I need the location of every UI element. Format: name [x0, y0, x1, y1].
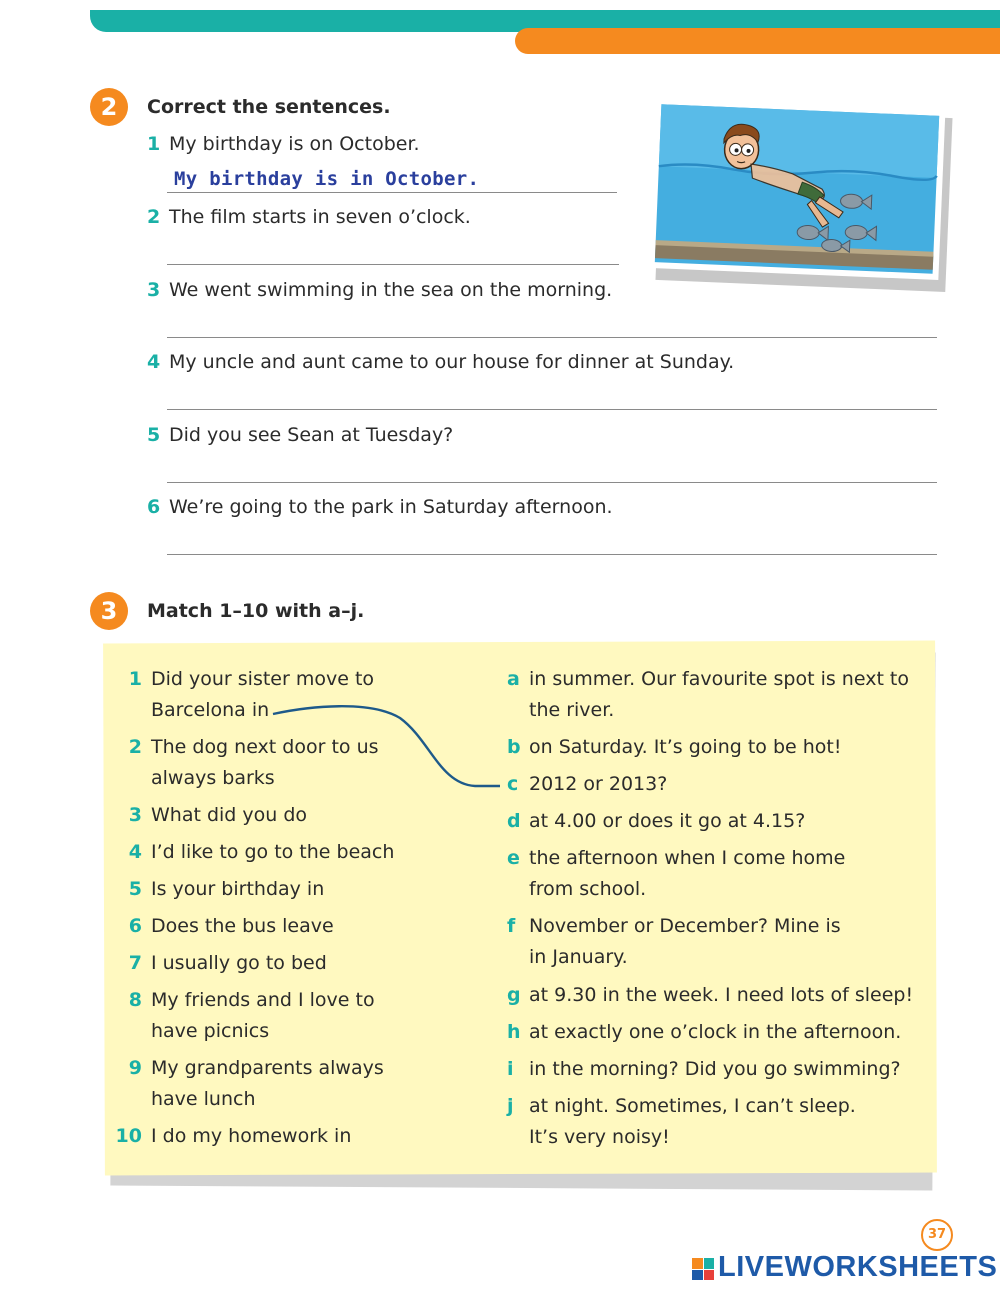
sentence-3-text: We went swimming in the sea on the morning. [169, 279, 613, 301]
match-left-9-line-1: My grandparents always [151, 1057, 384, 1079]
exercise-3-number: 3 [90, 592, 128, 630]
match-left-10-number: 10 [115, 1125, 142, 1147]
sentence-3-number: 3 [147, 279, 161, 301]
sentence-1-text: My birthday is on October. [169, 133, 420, 155]
match-left-9-number: 9 [128, 1057, 142, 1079]
match-left-5-number: 5 [128, 878, 142, 900]
match-right-h-line-1: at exactly one o’clock in the afternoon. [529, 1021, 902, 1043]
match-left-8-number: 8 [128, 989, 142, 1011]
match-right-i-letter[interactable]: i [507, 1058, 514, 1080]
match-left-8-line-2[interactable]: have picnics [151, 1020, 270, 1042]
match-left-7-line-1[interactable]: I usually go to bed [151, 952, 327, 974]
match-left-8-line-1: My friends and I love to [151, 989, 375, 1011]
match-right-b-letter[interactable]: b [507, 736, 521, 758]
match-left-2-line-2[interactable]: always barks [151, 767, 275, 789]
match-left-10-line-1[interactable]: I do my homework in [151, 1125, 352, 1147]
match-right-j-line-1: at night. Sometimes, I can’t sleep. [529, 1095, 856, 1117]
match-right-d-letter[interactable]: d [507, 810, 521, 832]
sentence-5-number: 5 [147, 424, 161, 446]
match-right-f-line-2: in January. [529, 946, 628, 968]
match-right-e-line-1: the afternoon when I come home [529, 847, 846, 869]
exercise-3-heading: Match 1–10 with a–j. [147, 600, 365, 622]
match-right-i-line-1: in the morning? Did you go swimming? [529, 1058, 901, 1080]
sentence-4-text: My uncle and aunt came to our house for dinner at Sunday. [169, 351, 735, 373]
sentence-6-text: We’re going to the park in Saturday afternoon. [169, 496, 613, 518]
match-left-5-line-1[interactable]: Is your birthday in [151, 878, 325, 900]
match-left-9-line-2[interactable]: have lunch [151, 1088, 256, 1110]
sentence-4-number: 4 [147, 351, 161, 373]
exercise-2-number: 2 [90, 88, 128, 126]
match-right-a-line-1: in summer. Our favourite spot is next to [529, 668, 910, 690]
match-left-3-line-1[interactable]: What did you do [151, 804, 308, 826]
match-right-a-letter[interactable]: a [507, 668, 520, 690]
match-right-g-line-1: at 9.30 in the week. I need lots of sleep! [529, 984, 914, 1006]
page-number: 37 [921, 1219, 953, 1251]
match-left-7-number: 7 [128, 952, 142, 974]
sentence-1-number: 1 [147, 133, 161, 155]
match-left-1-line-1: Did your sister move to [151, 668, 375, 690]
match-right-f-line-1: November or December? Mine is [529, 915, 841, 937]
match-left-6-number: 6 [128, 915, 142, 937]
match-right-h-letter[interactable]: h [507, 1021, 521, 1043]
match-right-d-line-1: at 4.00 or does it go at 4.15? [529, 810, 806, 832]
match-right-c-line-1: 2012 or 2013? [529, 773, 668, 795]
sentence-2-number: 2 [147, 206, 161, 228]
match-right-a-line-2: the river. [529, 699, 615, 721]
match-right-e-letter[interactable]: e [507, 847, 520, 869]
match-right-f-letter[interactable]: f [507, 915, 516, 937]
sentence-2-text: The film starts in seven o’clock. [169, 206, 471, 228]
match-left-6-line-1[interactable]: Does the bus leave [151, 915, 334, 937]
match-right-c-letter[interactable]: c [507, 773, 519, 795]
sentence-5-text: Did you see Sean at Tuesday? [169, 424, 454, 446]
liveworksheets-logo-icon [692, 1258, 714, 1280]
answer-1-input[interactable]: My birthday is in October. [174, 168, 480, 190]
match-left-4-number: 4 [128, 841, 142, 863]
match-right-j-letter[interactable]: j [507, 1095, 514, 1117]
match-right-e-line-2: from school. [529, 878, 647, 900]
exercise-2-heading: Correct the sentences. [147, 96, 391, 118]
match-right-b-line-1: on Saturday. It’s going to be hot! [529, 736, 842, 758]
match-line-1-c [273, 706, 500, 786]
sentence-6-number: 6 [147, 496, 161, 518]
match-left-4-line-1[interactable]: I’d like to go to the beach [151, 841, 395, 863]
match-left-3-number: 3 [128, 804, 142, 826]
match-right-j-line-2: It’s very noisy! [529, 1126, 670, 1148]
liveworksheets-brand[interactable]: LIVEWORKSHEETS [718, 1251, 998, 1283]
match-right-g-letter[interactable]: g [507, 984, 521, 1006]
match-left-1-line-2[interactable]: Barcelona in [151, 699, 270, 721]
match-left-2-number: 2 [128, 736, 142, 758]
match-left-1-number: 1 [128, 668, 142, 690]
match-left-2-line-1: The dog next door to us [151, 736, 379, 758]
